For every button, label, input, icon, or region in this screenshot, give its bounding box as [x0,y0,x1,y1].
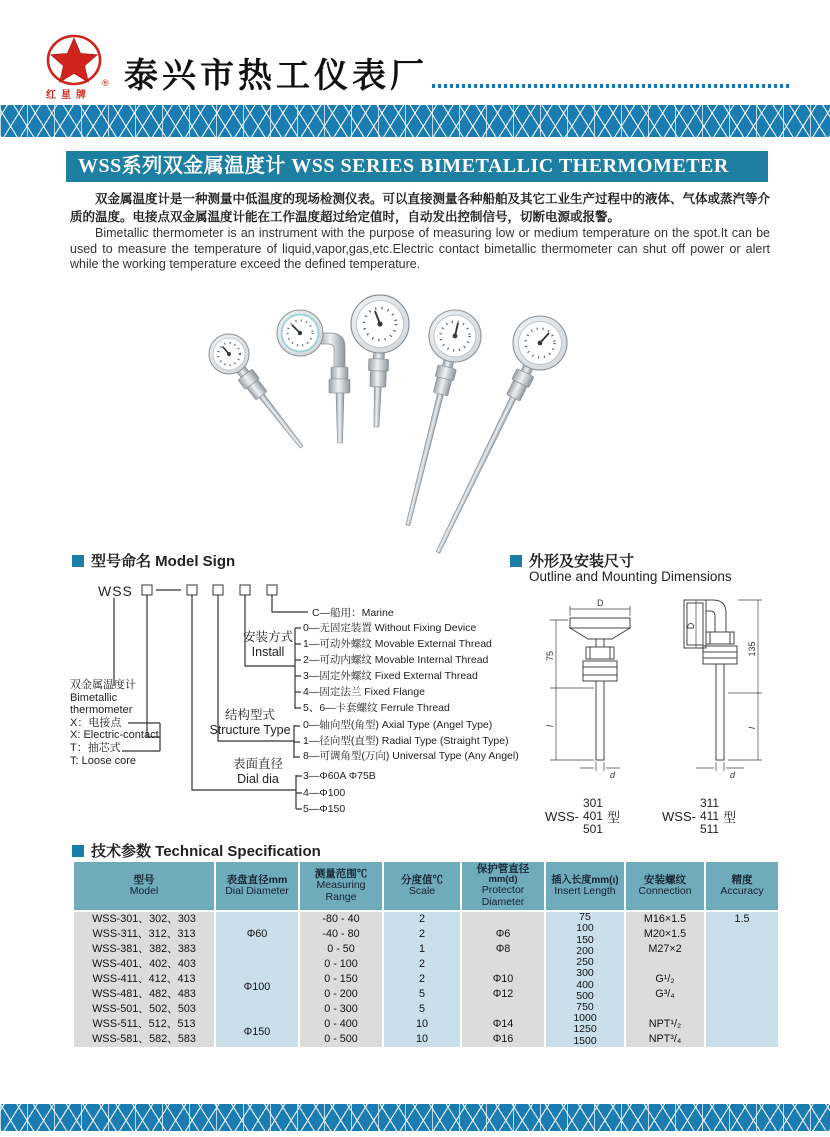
caption-right-models: WSS- 311 411 511 型 [662,796,737,836]
product-photo-thermometers [130,278,690,578]
protector-cell: Φ6 [462,927,544,942]
connection-cell: G³/₄ [626,987,704,1002]
protector-cell: Φ8 [462,942,544,957]
spec-table [72,862,780,1047]
company-name: 泰兴市热工仪表厂 [124,57,428,95]
model-cell: WSS-581、582、583 [74,1032,214,1047]
scale-cell: 5 [384,987,460,1002]
dial-group-cell: Φ150 [216,1017,298,1047]
marine-code-label: C—船用：Marine [312,607,394,619]
range-cell: 0 - 500 [300,1032,382,1047]
dial-group-label: 表面直径 Dial dia [232,757,283,786]
model-cell: WSS-301、302、303 [74,912,214,927]
spec-row [74,972,778,987]
protector-cell: Φ14 [462,1017,544,1032]
scale-cell: 2 [384,927,460,942]
col-header-insert: 插入长度mm(ι) Insert Length [546,862,624,912]
col-header-connection: 安装螺纹 Connection [626,862,704,912]
model-cell: WSS-411、412、413 [74,972,214,987]
spec-row [74,1002,778,1017]
spec-header-row [74,862,778,912]
section-marker-icon [72,845,84,857]
accuracy-cell: 1.5 [706,912,778,1047]
model-cell: WSS-481、482、483 [74,987,214,1002]
col-header-accuracy: 精度 Accuracy [706,862,778,912]
scale-cell: 2 [384,912,460,927]
section-title-outline: 外形及安装尺寸 [510,550,634,571]
connection-cell: NPT¹/₂ [626,1017,704,1032]
thermometer-3 [351,295,409,427]
dial-options-list: 3—Φ60A Φ75B 4—Φ100 5—Φ150 [303,770,376,815]
scale-cell: 2 [384,957,460,972]
connection-cell [626,957,704,972]
spec-row [74,1017,778,1032]
dial-group-cell: Φ60 [216,912,298,957]
col-header-scale: 分度值℃ Scale [384,862,460,912]
section-title-outline-en: Outline and Mounting Dimensions [529,569,732,584]
dim-d-right: d [730,770,736,780]
thermometer-2 [277,310,350,443]
install-options-list: 0—无固定装置 Without Fixing Device 1—可动外螺纹 Movable External Thread 2—可动内螺纹 Movable Internal Thread 3—固定外螺纹 Fixed External Thread 4—固定法兰 Fixed Flange 5、6—卡套螺纹 Ferrule Thread [303,622,492,714]
dial-group-cell: Φ100 [216,957,298,1017]
range-cell: -80 - 40 [300,912,382,927]
protector-cell: Φ16 [462,1032,544,1047]
protector-cell: Φ10 [462,972,544,987]
range-cell: 0 - 300 [300,1002,382,1017]
col-header-range: 测量范围℃ Measuring Range [300,862,382,912]
brand-name: 红星牌 [46,90,91,101]
model-cell: WSS-501、502、503 [74,1002,214,1017]
dim-D-right: D [686,622,696,630]
structure-options-list: 0—轴向型(角型) Axial Type (Angel Type) 1—径向型(直型) Radial Type (Straight Type) 8—可调角型(万向) Universal Type (Any Angel) [303,719,519,762]
scale-cell: 10 [384,1017,460,1032]
connection-cell: NPT³/₄ [626,1032,704,1047]
dim-l-left: l [545,725,555,727]
outline-drawings [510,592,820,792]
model-sign-left-legend: 双金属温度计 Bimetallic thermometer X：电接点 X: Electric-contact T：抽芯式 T: Loose core [70,679,159,767]
spec-row [74,957,778,972]
spec-row [74,927,778,942]
protector-cell [462,1002,544,1017]
spec-row [74,942,778,957]
section-marker-icon [72,555,84,567]
model-prefix: WSS [98,583,133,599]
connection-cell: M20×1.5 [626,927,704,942]
dim-l-right: l [747,727,757,729]
connection-cell: G¹/₂ [626,972,704,987]
range-cell: 0 - 100 [300,957,382,972]
registered-mark-icon: ® [102,78,109,88]
model-cell: WSS-381、382、383 [74,942,214,957]
scale-cell: 5 [384,1002,460,1017]
header-dotted-line [432,84,792,88]
section-marker-icon [510,555,522,567]
connection-cell [626,1002,704,1017]
scale-cell: 2 [384,972,460,987]
model-cell: WSS-401、402、403 [74,957,214,972]
dim-D-left: D [597,598,604,608]
range-cell: 0 - 200 [300,987,382,1002]
col-header-dial: 表盘直径mm Dial Diameter [216,862,298,912]
range-cell: 0 - 400 [300,1017,382,1032]
spec-row [74,1032,778,1047]
insert-length-cell: 75 100 150 200 250 300 400 500 750 1000 1250 1500 [546,912,624,1047]
scale-cell: 1 [384,942,460,957]
scale-cell: 10 [384,1032,460,1047]
connection-cell: M16×1.5 [626,912,704,927]
range-cell: -40 - 80 [300,927,382,942]
protector-cell [462,912,544,927]
caption-left-models: WSS- 301 401 501 型 [545,796,620,836]
section-title-spec: 技术参数 Technical Specification [72,840,321,861]
spec-row [74,987,778,1002]
install-group-label: 安装方式 Install [242,630,293,659]
range-cell: 0 - 50 [300,942,382,957]
dim-d-left: d [610,770,616,780]
dim-135: 135 [747,641,757,657]
bottom-lattice-band [0,1104,830,1131]
section-title-model-sign: 型号命名 Model Sign [72,550,235,571]
col-header-model: 型号 Model [74,862,214,912]
spec-row [74,912,778,927]
dim-75: 75 [545,650,555,662]
protector-cell: Φ12 [462,987,544,1002]
model-cell: WSS-511、512、513 [74,1017,214,1032]
model-cell: WSS-311、312、313 [74,927,214,942]
top-lattice-band [0,105,830,137]
page-title: WSS系列双金属温度计 WSS SERIES BIMETALLIC THERMOMETER [66,151,768,182]
intro-paragraph-zh: 双金属温度计是一种测量中低温度的现场检测仪表。可以直接测量各种船舶及其它工业生产过程中的液体、气体或蒸汽等介质的温度。电接点双金属温度计能在工作温度超过给定值时，自动发出控制信号，切断电源或报警。 [70,192,771,224]
red-star-logo-icon [42,34,122,90]
protector-cell [462,957,544,972]
col-header-protector: 保护管直径 mm(d) Protector Diameter [462,862,544,912]
intro-paragraph-en: Bimetallic thermometer is an instrument with the purpose of measuring low or medium temperature on the spot.It can be used to measure the temperature of liquid,vapor,gas,etc.Electric contact bimetallic thermometer can shut off power or alert while the working temperature exceed the defined temperature. [70,226,770,271]
connection-cell: M27×2 [626,942,704,957]
structure-group-label: 结构型式 Structure Type [209,708,291,737]
range-cell: 0 - 150 [300,972,382,987]
